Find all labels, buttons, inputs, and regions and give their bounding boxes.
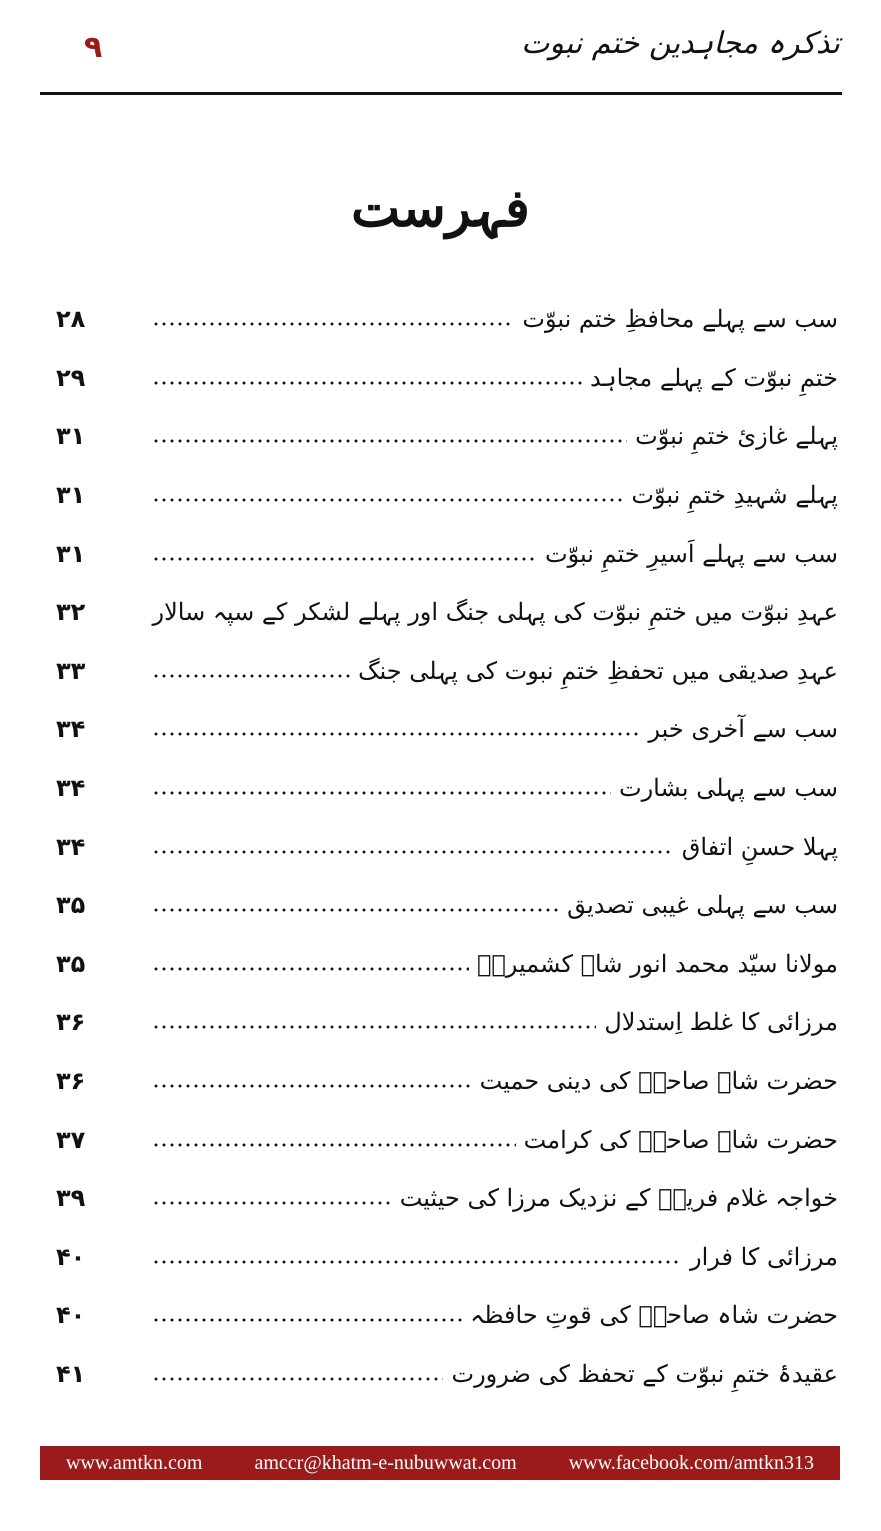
dot-leader (152, 1143, 516, 1147)
toc-entry[interactable] (56, 466, 838, 525)
toc-entry-title: سب سے پہلی غیبی تصدیق (567, 891, 838, 920)
dot-leader (152, 908, 559, 912)
toc-entry[interactable] (56, 993, 838, 1052)
toc-entry[interactable] (56, 1228, 838, 1287)
toc-entry[interactable] (56, 524, 838, 583)
toc-entry-page-number: ۳۵ (56, 949, 86, 978)
toc-entry[interactable] (56, 349, 838, 408)
toc-entry-page-number: ۴۱ (56, 1359, 86, 1388)
toc-entry-title: سب سے پہلے اَسیرِ ختمِ نبوّت (545, 539, 838, 568)
toc-entry-page-number: ۳۴ (56, 832, 86, 861)
toc-entry-title: پہلے شہیدِ ختمِ نبوّت (631, 481, 838, 510)
dot-leader (152, 967, 469, 971)
toc-heading: فہرست (351, 178, 530, 239)
toc-entry-page-number: ۳۳ (56, 656, 86, 685)
toc-entry-title: پہلے غازیٔ ختمِ نبوّت (635, 422, 838, 451)
toc-entry[interactable] (56, 876, 838, 935)
dot-leader (152, 1025, 596, 1029)
toc-entry-page-number: ۳۹ (56, 1184, 86, 1213)
table-of-contents (56, 290, 838, 1403)
toc-entry-title: عہدِ صدیقی میں تحفظِ ختمِ نبوت کی پہلی جنگ (358, 656, 838, 685)
dot-leader (152, 674, 350, 678)
toc-entry[interactable] (56, 1052, 838, 1111)
toc-entry-title: سب سے آخری خبر (648, 715, 838, 744)
toc-entry[interactable] (56, 700, 838, 759)
toc-entry-title: ختمِ نبوّت کے پہلے مجاہد (589, 363, 838, 392)
toc-entry[interactable] (56, 583, 838, 642)
toc-entry-title: حضرت شاہ صاحبؒ کی دینی حمیت (479, 1067, 838, 1096)
toc-entry-page-number: ۳۱ (56, 539, 86, 568)
toc-entry[interactable] (56, 290, 838, 349)
toc-entry-page-number: ۳۴ (56, 774, 86, 803)
toc-entry-title: مولانا سیّد محمد انور شاہ کشمیریؒ (476, 949, 838, 978)
toc-entry[interactable] (56, 935, 838, 994)
toc-entry-title: عقیدۂ ختمِ نبوّت کے تحفظ کی ضرورت (451, 1359, 838, 1388)
page-header (40, 22, 840, 82)
toc-entry-page-number: ۲۹ (56, 363, 86, 392)
dot-leader (152, 732, 640, 736)
dot-leader (152, 439, 627, 443)
facebook-link[interactable]: www.facebook.com/amtkn313 (568, 1451, 814, 1474)
toc-entry-title: پہلا حسنِ اتفاق (681, 832, 838, 861)
page-number: ۹ (84, 30, 103, 65)
toc-entry-page-number: ۴۰ (56, 1301, 86, 1330)
dot-leader (152, 1318, 462, 1322)
toc-entry-title: حضرت شاہ صاحبؒ کی قوتِ حافظہ (470, 1301, 838, 1330)
toc-entry[interactable] (56, 1110, 838, 1169)
toc-entry-title: سب سے پہلے محافظِ ختم نبوّت (522, 305, 838, 334)
toc-entry-page-number: ۳۵ (56, 891, 86, 920)
toc-entry-page-number: ۴۰ (56, 1242, 86, 1271)
dot-leader (152, 791, 611, 795)
toc-entry-page-number: ۳۱ (56, 422, 86, 451)
toc-entry[interactable] (56, 407, 838, 466)
book-title: تذکرہ مجاہدین ختم نبوت (521, 26, 840, 61)
toc-entry[interactable] (56, 817, 838, 876)
dot-leader (152, 1260, 682, 1264)
toc-entry[interactable] (56, 1169, 838, 1228)
dot-leader (152, 850, 674, 854)
dot-leader (152, 498, 623, 502)
toc-entry-title: مرزائی کا فرار (689, 1242, 838, 1271)
website-link[interactable]: www.amtkn.com (66, 1451, 203, 1474)
toc-entry[interactable] (56, 1345, 838, 1404)
email-link[interactable]: amccr@khatm-e-nubuwwat.com (254, 1451, 517, 1474)
toc-entry[interactable] (56, 642, 838, 701)
dot-leader (152, 1084, 472, 1088)
dot-leader (152, 381, 582, 385)
toc-entry-page-number: ۳۴ (56, 715, 86, 744)
toc-entry-page-number: ۳۱ (56, 481, 86, 510)
dot-leader (152, 322, 514, 326)
toc-entry-page-number: ۳۶ (56, 1008, 86, 1037)
toc-entry[interactable] (56, 759, 838, 818)
toc-entry-title: سب سے پہلی بشارت (618, 774, 838, 803)
page-footer (40, 1446, 840, 1480)
toc-entry-page-number: ۳۲ (56, 598, 86, 627)
header-divider (40, 92, 842, 95)
toc-entry-title: حضرت شاہ صاحبؒ کی کرامت (523, 1125, 838, 1154)
dot-leader (152, 557, 537, 561)
toc-entry-page-number: ۲۸ (56, 305, 86, 334)
toc-entry-page-number: ۳۷ (56, 1125, 86, 1154)
dot-leader (152, 1377, 443, 1381)
toc-entry-title: خواجہ غلام فریدؒ کے نزدیک مرزا کی حیثیت (399, 1184, 838, 1213)
toc-entry-title: عہدِ نبوّت میں ختمِ نبوّت کی پہلی جنگ اور پہلے لشکر کے سپہ سالار (152, 598, 838, 627)
toc-entry-page-number: ۳۶ (56, 1067, 86, 1096)
toc-entry-title: مرزائی کا غلط اِستدلال (604, 1008, 838, 1037)
dot-leader (152, 1201, 392, 1205)
toc-entry[interactable] (56, 1286, 838, 1345)
